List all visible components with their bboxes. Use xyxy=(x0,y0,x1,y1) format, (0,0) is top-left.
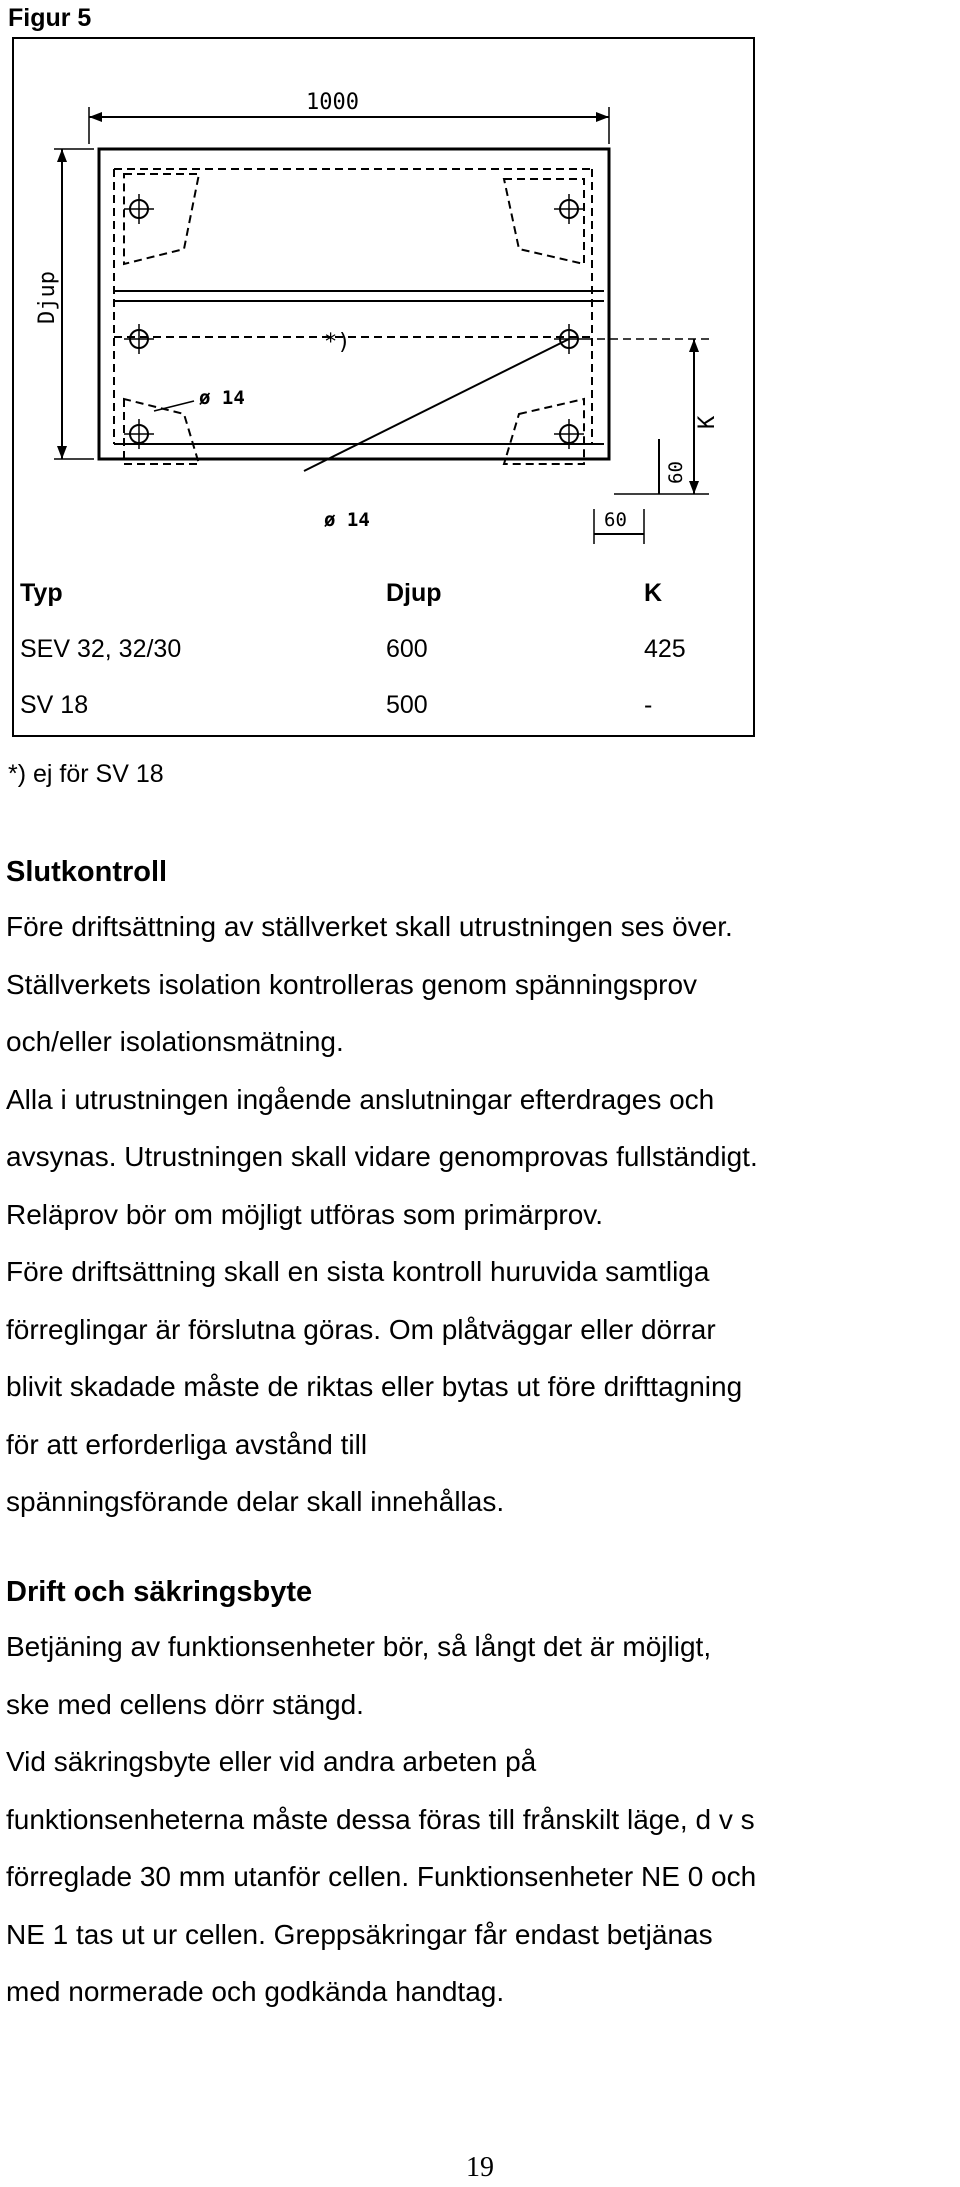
body-line: Före driftsättning av ställverket skall utrustningen ses över. xyxy=(6,911,733,942)
body-line: med normerade och godkända handtag. xyxy=(6,1976,505,2007)
hole-icon xyxy=(124,194,154,224)
body-line: Reläprov bör om möjligt utföras som primärprov. xyxy=(6,1198,604,1230)
body-line: Betjäning av funktionsenheter bör, så långt det är möjligt, xyxy=(6,1631,712,1662)
body-line: förreglingar är förslutna göras. Om plåtväggar eller dörrar xyxy=(6,1313,716,1345)
footnote: *) ej för SV 18 xyxy=(8,760,164,788)
section-heading: Slutkontroll xyxy=(6,856,168,888)
body-line: avsynas. Utrustningen skall vidare genomprovas fullständigt. xyxy=(6,1141,758,1172)
body-line: ske med cellens dörr stängd. xyxy=(6,1688,364,1720)
k-label: K xyxy=(695,415,720,429)
table-cell-djup: 500 xyxy=(386,690,428,719)
table-row xyxy=(12,677,755,733)
marker-label: *) xyxy=(324,330,351,355)
section-heading: Drift och säkringsbyte xyxy=(6,1576,313,1608)
figure-title: Figur 5 xyxy=(8,4,92,32)
arrow-left-icon xyxy=(89,112,102,122)
table-cell-typ: SV 18 xyxy=(20,690,89,719)
hole-label-lower: ø 14 xyxy=(324,509,370,531)
section-drift-och-sakringsbyte xyxy=(6,1570,956,2021)
dim-60-horizontal: 60 xyxy=(604,509,627,531)
bracket-bottom-right xyxy=(504,399,584,464)
body-line: NE 1 tas ut ur cellen. Greppsäkringar får endast betjänas xyxy=(6,1918,713,1950)
dimensions-table xyxy=(12,565,755,733)
body-line: och/eller isolationsmätning. xyxy=(6,1026,344,1057)
table-header-row xyxy=(12,565,755,621)
arrow-right-icon xyxy=(596,112,609,122)
bracket-top-right xyxy=(504,179,584,264)
depth-label: Djup xyxy=(35,271,60,324)
bracket-top-left xyxy=(124,174,199,264)
table-header-djup: Djup xyxy=(386,578,442,607)
arrow-down-icon xyxy=(57,446,67,459)
body-line: Före driftsättning skall en sista kontroll huruvida samtliga xyxy=(6,1256,710,1287)
page-number: 19 xyxy=(466,2152,494,2183)
table-header-typ: Typ xyxy=(20,578,63,607)
table-cell-k: - xyxy=(644,690,653,719)
body-line: spänningsförande delar skall innehållas. xyxy=(6,1486,505,1517)
body-line: förreglade 30 mm utanför cellen. Funktionsenheter NE 0 och xyxy=(6,1861,757,1892)
body-line: för att erforderliga avstånd till xyxy=(6,1428,368,1460)
body-line: funktionsenheterna måste dessa föras till frånskilt läge, d v s xyxy=(6,1803,755,1835)
table-cell-k: 425 xyxy=(644,634,686,663)
width-label: 1000 xyxy=(306,90,359,115)
dim-60-vertical: 60 xyxy=(665,461,687,484)
table-row xyxy=(12,621,755,677)
technical-drawing xyxy=(14,39,755,559)
body-line: Alla i utrustningen ingående anslutningar efterdrages och xyxy=(6,1083,715,1115)
body-line: Ställverkets isolation kontrolleras genom spänningsprov xyxy=(6,968,698,1000)
section-slutkontroll xyxy=(6,850,956,1531)
table-cell-djup: 600 xyxy=(386,634,428,663)
arrow-up-icon xyxy=(57,149,67,162)
hole-icon xyxy=(554,194,584,224)
body-line: Vid säkringsbyte eller vid andra arbeten på xyxy=(6,1746,537,1777)
hole-icon xyxy=(124,324,154,354)
table-cell-typ: SEV 32, 32/30 xyxy=(20,634,182,663)
table-header-k: K xyxy=(644,578,663,607)
hole-label-upper: ø 14 xyxy=(199,387,245,409)
body-line: blivit skadade måste de riktas eller bytas ut före drifttagning xyxy=(6,1371,743,1402)
leader-line xyxy=(304,339,569,471)
